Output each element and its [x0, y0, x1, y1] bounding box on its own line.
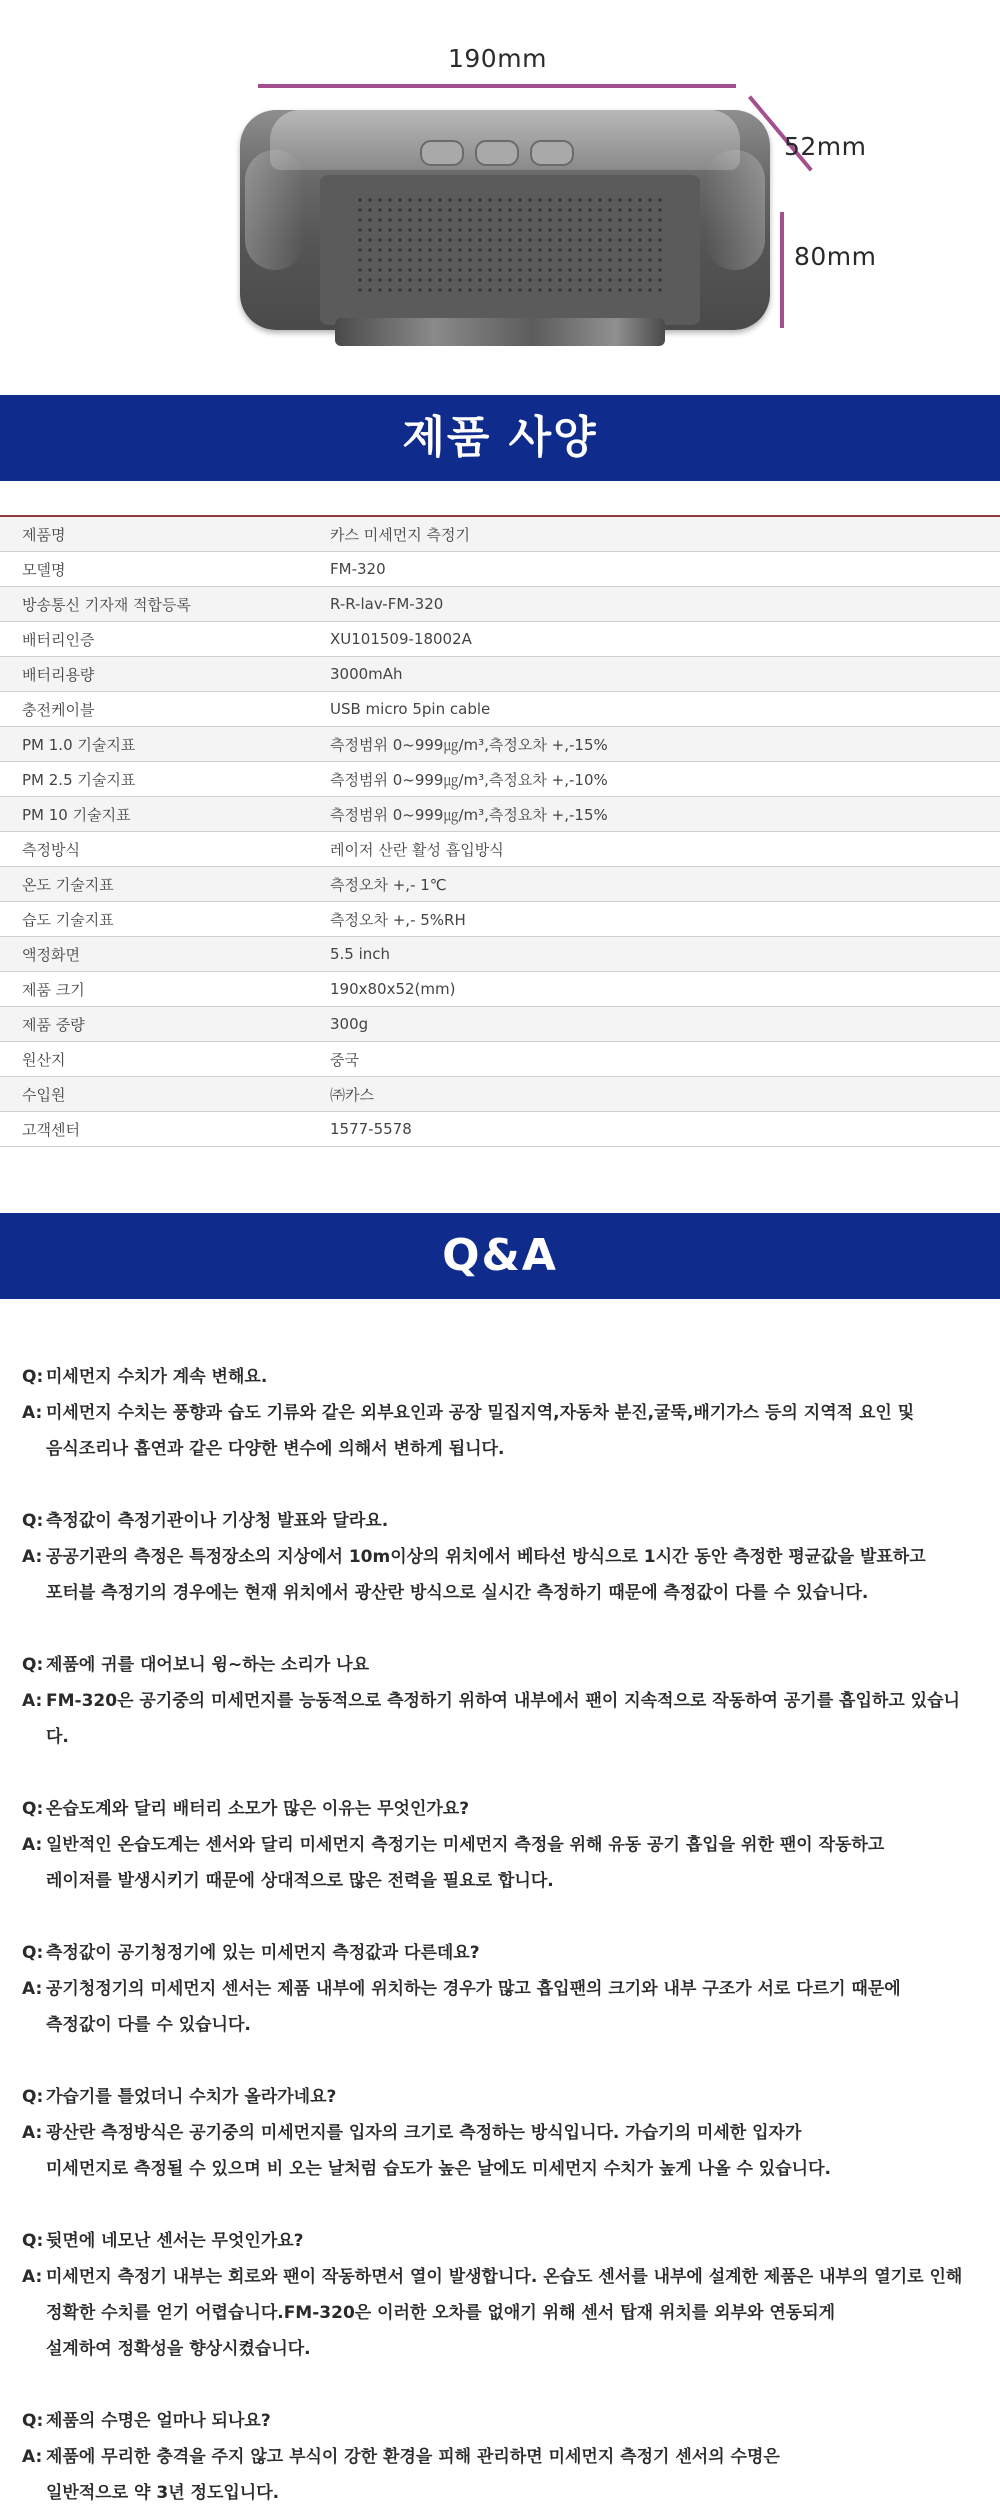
qa-item [22, 1503, 978, 1611]
spec-row [0, 867, 1000, 902]
qa-answer [22, 1971, 978, 2043]
qa-answer-prefix: A: [22, 2267, 43, 2287]
spec-row [0, 587, 1000, 622]
qa-answer-lines [46, 2259, 962, 2367]
spec-row [0, 972, 1000, 1007]
device-button-right [530, 140, 574, 166]
qa-question [22, 2223, 978, 2259]
spec-value: 레이저 산란 활성 흡입방식 [330, 832, 1000, 867]
qa-question-text: 온습도계와 달리 배터리 소모가 많은 이유는 무엇인가요? [46, 1799, 470, 1819]
qa-answer-lines [46, 1827, 884, 1899]
spec-label: 방송통신 기자재 적합등록 [0, 587, 330, 622]
qa-answer-prefix: A: [22, 2447, 43, 2467]
qa-question-text: 측정값이 측정기관이나 기상청 발표와 달라요. [46, 1511, 389, 1531]
qa-answer-lines [46, 1395, 914, 1467]
qa-answer-line: FM-320은 공기중의 미세먼지를 능동적으로 측정하기 위하여 내부에서 팬이 지속적으로 작동하여 공기를 흡입하고 있습니다. [46, 1691, 960, 1747]
spec-row [0, 727, 1000, 762]
spec-label: PM 1.0 기술지표 [0, 727, 330, 762]
qa-question-prefix: Q: [22, 2411, 44, 2431]
qa-answer-line: 미세먼지 수치는 풍향과 습도 기류와 같은 외부요인과 공장 밀집지역,자동차 분진,굴뚝,배기가스 등의 지역적 요인 및 [46, 1403, 915, 1423]
device-glare-right [705, 150, 765, 270]
spec-value: R-R-lav-FM-320 [330, 587, 1000, 622]
spec-value: 측정범위 0~999㎍/m³,측정요차 +,-15% [330, 797, 1000, 832]
qa-question [22, 2403, 978, 2439]
qa-answer [22, 2115, 978, 2187]
qa-question [22, 1359, 978, 1395]
qa-answer [22, 2259, 978, 2367]
qa-answer-line: 공공기관의 측정은 특정장소의 지상에서 10m이상의 위치에서 베타선 방식으로 1시간 동안 측정한 평균값을 발표하고 [46, 1547, 926, 1567]
spec-label: 수입원 [0, 1077, 330, 1112]
qa-answer [22, 1395, 978, 1467]
width-dimension-line [258, 84, 736, 88]
qa-answer-line: 레이저를 발생시키기 때문에 상대적으로 많은 전력을 필요로 합니다. [46, 1871, 554, 1891]
qa-answer-lines [46, 2439, 780, 2511]
qa-list [0, 1359, 1000, 2511]
qa-answer [22, 2439, 978, 2511]
qa-answer-line: 광산란 측정방식은 공기중의 미세먼지를 입자의 크기로 측정하는 방식입니다. 가습기의 미세한 입자가 [46, 2123, 802, 2143]
spec-value: 300g [330, 1007, 1000, 1042]
qa-question [22, 1791, 978, 1827]
spec-label: PM 10 기술지표 [0, 797, 330, 832]
qa-question-prefix: Q: [22, 1655, 44, 1675]
device-button-left [420, 140, 464, 166]
spec-label: 습도 기술지표 [0, 902, 330, 937]
qa-question [22, 1503, 978, 1539]
spec-table [0, 515, 1000, 1147]
spec-label: 배터리인증 [0, 622, 330, 657]
spec-value: 측정오차 +,- 1℃ [330, 867, 1000, 902]
width-dimension-label: 190mm [448, 44, 547, 73]
qa-answer-prefix: A: [22, 1691, 43, 1711]
spec-row [0, 902, 1000, 937]
qa-answer-line: 음식조리나 흡연과 같은 다양한 변수에 의해서 변하게 됩니다. [46, 1439, 505, 1459]
product-photo-area [0, 0, 1000, 395]
qa-item [22, 1359, 978, 1467]
spec-row [0, 1042, 1000, 1077]
spec-value: 측정범위 0~999㎍/m³,측정요차 +,-10% [330, 762, 1000, 797]
qa-answer-prefix: A: [22, 1547, 43, 1567]
qa-answer-prefix: A: [22, 2123, 43, 2143]
spec-value: 측정범위 0~999㎍/m³,측정오차 +,-15% [330, 727, 1000, 762]
spec-label: 제품명 [0, 516, 330, 552]
qa-answer-line: 일반적인 온습도계는 센서와 달리 미세먼지 측정기는 미세먼지 측정을 위해 유동 공기 흡입을 위한 팬이 작동하고 [46, 1835, 885, 1855]
spec-row [0, 552, 1000, 587]
device-base-stand [335, 318, 665, 346]
device-power-button [475, 140, 519, 166]
spec-row [0, 622, 1000, 657]
qa-question-text: 가습기를 틀었더니 수치가 올라가네요? [46, 2087, 337, 2107]
qa-question-text: 제품에 귀를 대어보니 윙~하는 소리가 나요 [46, 1655, 370, 1675]
spec-row [0, 762, 1000, 797]
qa-answer-line: 미세먼지 측정기 내부는 회로와 팬이 작동하면서 열이 발생합니다. 온습도 센서를 내부에 설계한 제품은 내부의 열기로 인해 [46, 2267, 963, 2287]
spec-row [0, 832, 1000, 867]
qa-answer-lines [46, 2115, 831, 2187]
qa-answer-line: 정확한 수치를 얻기 어렵습니다.FM-320은 이러한 오차를 없애기 위해 센서 탑재 위치를 외부와 연동되게 [46, 2303, 836, 2323]
spec-value: ㈜카스 [330, 1077, 1000, 1112]
spec-row [0, 1077, 1000, 1112]
qa-answer [22, 1539, 978, 1611]
spec-value: 1577-5578 [330, 1112, 1000, 1147]
spec-row [0, 657, 1000, 692]
qa-question-text: 뒷면에 네모난 센서는 무엇인가요? [46, 2231, 304, 2251]
spec-row [0, 1007, 1000, 1042]
qa-answer-line: 측정값이 다를 수 있습니다. [46, 2015, 251, 2035]
qa-answer-prefix: A: [22, 1835, 43, 1855]
spec-value: 측정오차 +,- 5%RH [330, 902, 1000, 937]
qa-question-prefix: Q: [22, 2231, 44, 2251]
spec-label: 제품 크기 [0, 972, 330, 1007]
spec-value: USB micro 5pin cable [330, 692, 1000, 727]
spec-label: 배터리용량 [0, 657, 330, 692]
qa-answer-line: 포터블 측정기의 경우에는 현재 위치에서 광산란 방식으로 실시간 측정하기 때문에 측정값이 다를 수 있습니다. [46, 1583, 869, 1603]
qa-answer-lines [46, 1539, 926, 1611]
spec-label: 충전케이블 [0, 692, 330, 727]
qa-question-prefix: Q: [22, 1367, 44, 1387]
spec-value: 5.5 inch [330, 937, 1000, 972]
qa-item [22, 1647, 978, 1755]
spec-value: 3000mAh [330, 657, 1000, 692]
device-speaker-grill [355, 195, 665, 295]
qa-answer-line: 설계하여 정확성을 향상시켰습니다. [46, 2339, 311, 2359]
qa-answer-line: 일반적으로 약 3년 정도입니다. [46, 2483, 280, 2503]
spec-row [0, 1112, 1000, 1147]
spec-label: 액정화면 [0, 937, 330, 972]
qa-answer [22, 1683, 978, 1755]
qa-item [22, 1935, 978, 2043]
spec-section-banner: 제품 사양 [0, 395, 1000, 481]
qa-answer-line: 제품에 무리한 충격을 주지 않고 부식이 강한 환경을 피해 관리하면 미세먼지 측정기 센서의 수명은 [46, 2447, 780, 2467]
spec-label: 측정방식 [0, 832, 330, 867]
spec-row [0, 937, 1000, 972]
qa-question-prefix: Q: [22, 1943, 44, 1963]
height-dimension-line [780, 212, 784, 328]
qa-answer-prefix: A: [22, 1403, 43, 1423]
spec-row [0, 516, 1000, 552]
qa-item [22, 2403, 978, 2511]
height-dimension-label: 80mm [794, 242, 877, 271]
spec-table-body [0, 516, 1000, 1147]
qa-section-banner: Q&A [0, 1213, 1000, 1299]
qa-answer-line: 공기청정기의 미세먼지 센서는 제품 내부에 위치하는 경우가 많고 흡입팬의 크기와 내부 구조가 서로 다르기 때문에 [46, 1979, 901, 1999]
spec-value: FM-320 [330, 552, 1000, 587]
device-glare-left [245, 150, 305, 270]
spec-value: 190x80x52(mm) [330, 972, 1000, 1007]
qa-question-text: 미세먼지 수치가 계속 변해요. [46, 1367, 268, 1387]
qa-answer-lines [46, 1971, 901, 2043]
qa-answer-line: 미세먼지로 측정될 수 있으며 비 오는 날처럼 습도가 높은 날에도 미세먼지 수치가 높게 나올 수 있습니다. [46, 2159, 831, 2179]
spec-label: 온도 기술지표 [0, 867, 330, 902]
qa-question-prefix: Q: [22, 1799, 44, 1819]
qa-answer [22, 1827, 978, 1899]
qa-question-prefix: Q: [22, 2087, 44, 2107]
spec-label: 고객센터 [0, 1112, 330, 1147]
qa-answer-lines [46, 1683, 978, 1755]
qa-answer-prefix: A: [22, 1979, 43, 1999]
qa-item [22, 2079, 978, 2187]
qa-question [22, 2079, 978, 2115]
spec-label: 원산지 [0, 1042, 330, 1077]
spec-label: PM 2.5 기술지표 [0, 762, 330, 797]
qa-question-prefix: Q: [22, 1511, 44, 1531]
qa-item [22, 2223, 978, 2367]
spec-label: 제품 중량 [0, 1007, 330, 1042]
spec-row [0, 692, 1000, 727]
qa-question-text: 측정값이 공기청정기에 있는 미세먼지 측정값과 다른데요? [46, 1943, 480, 1963]
spec-value: 중국 [330, 1042, 1000, 1077]
spec-value: 카스 미세먼지 측정기 [330, 516, 1000, 552]
qa-question [22, 1647, 978, 1683]
qa-question-text: 제품의 수명은 얼마나 되나요? [46, 2411, 271, 2431]
qa-item [22, 1791, 978, 1899]
qa-question [22, 1935, 978, 1971]
depth-dimension-label: 52mm [784, 132, 867, 161]
spec-value: XU101509-18002A [330, 622, 1000, 657]
spec-label: 모델명 [0, 552, 330, 587]
spec-row [0, 797, 1000, 832]
